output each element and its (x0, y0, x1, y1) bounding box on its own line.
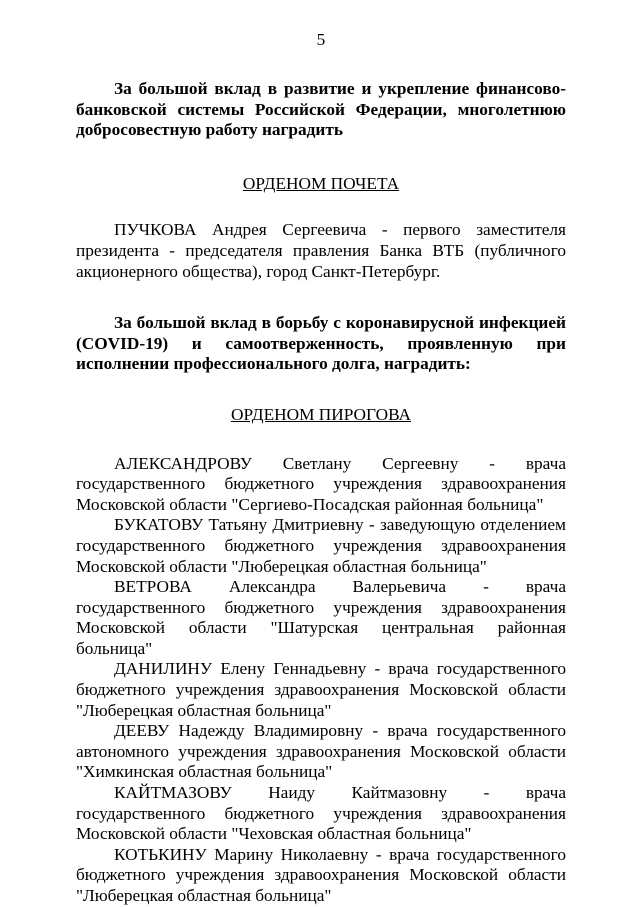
recipient-entry: ВЕТРОВА Александра Валерьевича - врача государственного бюджетного учреждения здравоохранения Московской области "Шатурская центральная районная больница" (76, 577, 566, 658)
order-title-pirogov: ОРДЕНОМ ПИРОГОВА (230, 404, 411, 424)
award-preamble-2: За большой вклад в борьбу с коронавирусной инфекцией (COVID-19) и самоотверженность, проявленную при исполнении профессионального долга, наградить: (76, 313, 566, 374)
award-preamble-1: За большой вклад в развитие и укрепление финансово-банковской системы Российской Федерации, многолетнюю добросовестную работу наградить (76, 79, 566, 140)
document-page (76, 30, 566, 907)
recipient-entry: КАЙТМАЗОВУ Наиду Кайтмазовну - врача государственного бюджетного учреждения здравоохранения Московской области "Чеховская областная больница" (76, 783, 566, 844)
recipient-entry: БУКАТОВУ Татьяну Дмитриевну - заведующую отделением государственного бюджетного учреждения здравоохранения Московской области "Люберецкая областная больница" (76, 515, 566, 576)
recipient-entry: ДАНИЛИНУ Елену Геннадьевну - врача государственного бюджетного учреждения здравоохранения Московской области "Люберецкая областная больница" (76, 659, 566, 720)
recipient-entry: ДЕЕВУ Надежду Владимировну - врача государственного автономного учреждения здравоохранения Московской области "Химкинская областная больница" (76, 721, 566, 782)
page-number: 5 (316, 30, 326, 49)
recipient-entry: АЛЕКСАНДРОВУ Светлану Сергеевну - врача государственного бюджетного учреждения здравоохранения Московской области "Сергиево-Посадская районная больница" (76, 453, 566, 514)
order-title-honor: ОРДЕНОМ ПОЧЕТА (242, 173, 400, 193)
recipient-entry: ПУЧКОВА Андрея Сергеевича - первого заместителя президента - председателя правления Банка ВТБ (публичного акционерного общества), город Санкт-Петербург. (76, 220, 566, 281)
recipient-entry: КОТЬКИНУ Марину Николаевну - врача государственного бюджетного учреждения здравоохранения Московской области "Люберецкая областная больница" (76, 844, 566, 905)
